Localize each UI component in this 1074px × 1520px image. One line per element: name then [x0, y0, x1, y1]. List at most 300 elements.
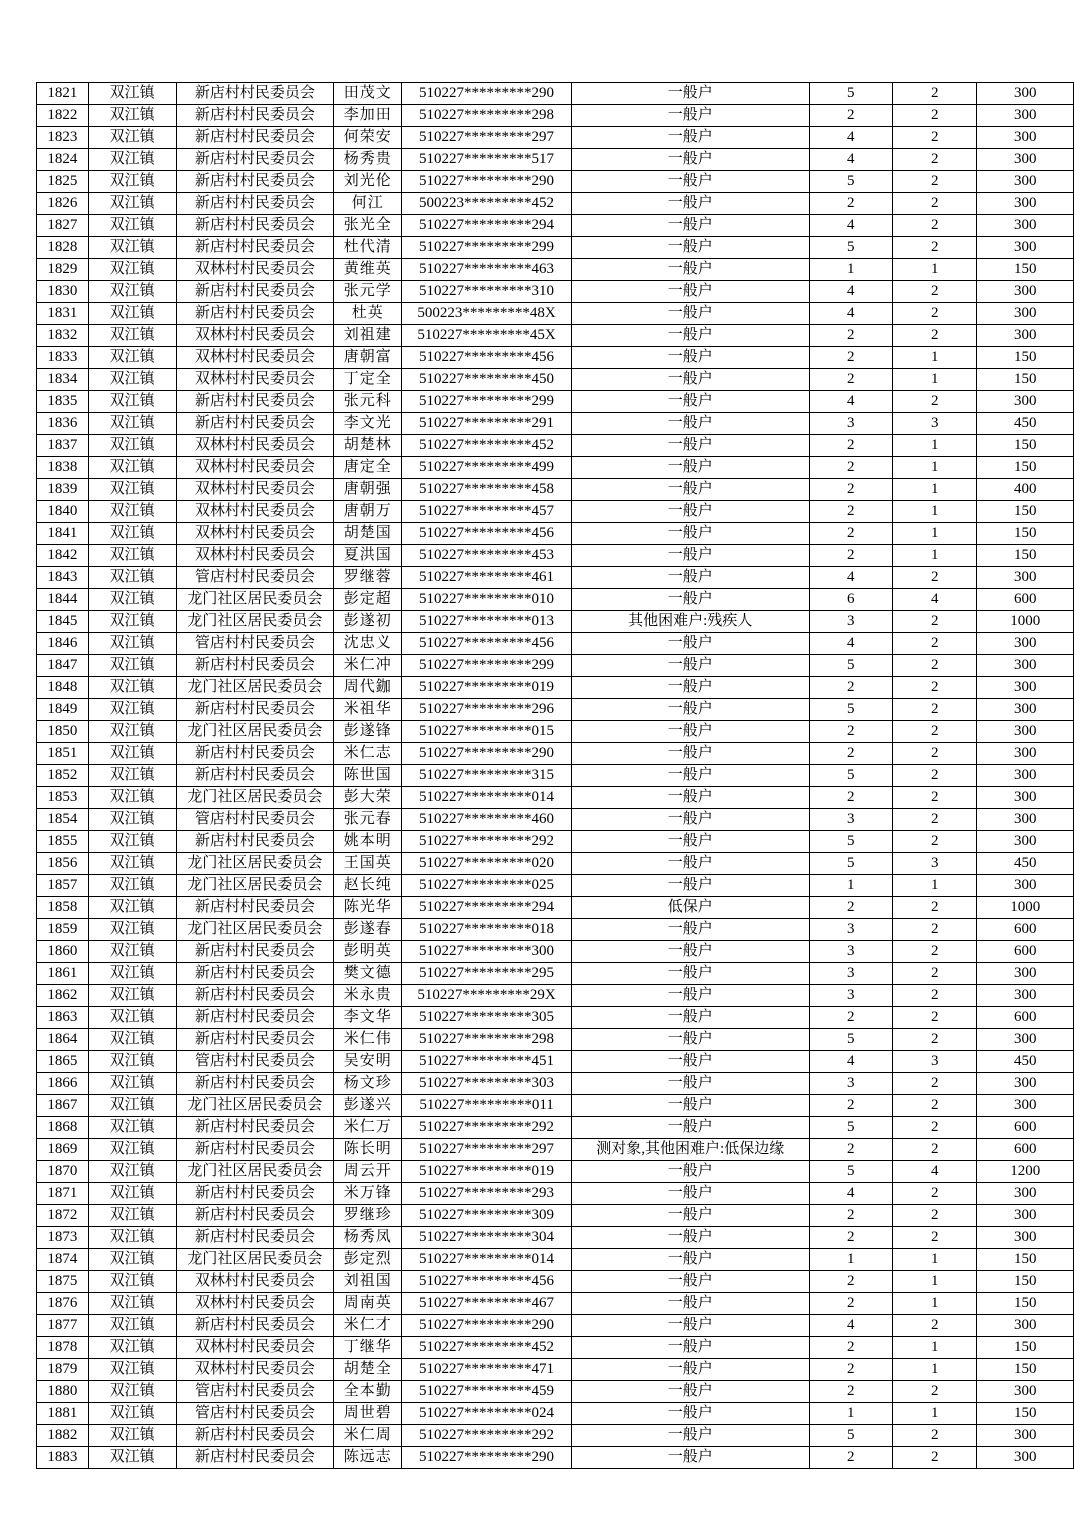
table-row: [37, 105, 1074, 127]
household-size-cell: 5: [809, 171, 892, 193]
id-number-cell: 510227*********290: [402, 743, 572, 765]
household-type-cell: 一般户: [571, 699, 809, 721]
count-cell: 2: [892, 721, 976, 743]
count-cell: 4: [892, 1161, 976, 1183]
id-number-cell: 510227*********294: [402, 897, 572, 919]
town-cell: 双江镇: [88, 963, 176, 985]
household-type-cell: 一般户: [571, 985, 809, 1007]
household-size-cell: 2: [809, 743, 892, 765]
committee-cell: 新店村村民委员会: [176, 831, 334, 853]
table-row: [37, 1293, 1074, 1315]
table-row: [37, 1227, 1074, 1249]
town-cell: 双江镇: [88, 1029, 176, 1051]
committee-cell: 新店村村民委员会: [176, 1425, 334, 1447]
household-type-cell: 一般户: [571, 435, 809, 457]
amount-cell: 600: [977, 1007, 1074, 1029]
household-size-cell: 2: [809, 1337, 892, 1359]
committee-cell: 双林村村民委员会: [176, 501, 334, 523]
name-cell: 周南英: [334, 1293, 402, 1315]
name-cell: 刘祖国: [334, 1271, 402, 1293]
household-type-cell: 一般户: [571, 325, 809, 347]
amount-cell: 150: [977, 523, 1074, 545]
town-cell: 双江镇: [88, 787, 176, 809]
name-cell: 陈世国: [334, 765, 402, 787]
table-row: [37, 677, 1074, 699]
committee-cell: 新店村村民委员会: [176, 127, 334, 149]
committee-cell: 龙门社区居民委员会: [176, 1095, 334, 1117]
row-number-cell: 1870: [37, 1161, 89, 1183]
household-type-cell: 一般户: [571, 149, 809, 171]
amount-cell: 300: [977, 831, 1074, 853]
household-size-cell: 5: [809, 853, 892, 875]
committee-cell: 双林村村民委员会: [176, 545, 334, 567]
count-cell: 1: [892, 369, 976, 391]
amount-cell: 300: [977, 1029, 1074, 1051]
town-cell: 双江镇: [88, 1293, 176, 1315]
name-cell: 丁定全: [334, 369, 402, 391]
amount-cell: 300: [977, 567, 1074, 589]
row-number-cell: 1828: [37, 237, 89, 259]
town-cell: 双江镇: [88, 853, 176, 875]
household-type-cell: 一般户: [571, 1447, 809, 1469]
committee-cell: 管店村村民委员会: [176, 1381, 334, 1403]
town-cell: 双江镇: [88, 721, 176, 743]
amount-cell: 300: [977, 809, 1074, 831]
row-number-cell: 1880: [37, 1381, 89, 1403]
amount-cell: 300: [977, 1425, 1074, 1447]
amount-cell: 300: [977, 127, 1074, 149]
town-cell: 双江镇: [88, 215, 176, 237]
count-cell: 2: [892, 919, 976, 941]
name-cell: 姚本明: [334, 831, 402, 853]
town-cell: 双江镇: [88, 1425, 176, 1447]
id-number-cell: 510227*********309: [402, 1205, 572, 1227]
count-cell: 2: [892, 1447, 976, 1469]
household-size-cell: 5: [809, 655, 892, 677]
household-type-cell: 一般户: [571, 303, 809, 325]
count-cell: 1: [892, 1293, 976, 1315]
committee-cell: 新店村村民委员会: [176, 765, 334, 787]
town-cell: 双江镇: [88, 1227, 176, 1249]
household-size-cell: 2: [809, 677, 892, 699]
amount-cell: 150: [977, 259, 1074, 281]
amount-cell: 300: [977, 237, 1074, 259]
table-row: [37, 1161, 1074, 1183]
name-cell: 李文华: [334, 1007, 402, 1029]
household-type-cell: 一般户: [571, 1117, 809, 1139]
row-number-cell: 1821: [37, 83, 89, 105]
count-cell: 2: [892, 1381, 976, 1403]
table-row: [37, 875, 1074, 897]
count-cell: 1: [892, 1403, 976, 1425]
amount-cell: 300: [977, 985, 1074, 1007]
household-size-cell: 3: [809, 611, 892, 633]
table-row: [37, 127, 1074, 149]
table-row: [37, 1447, 1074, 1469]
household-size-cell: 5: [809, 1117, 892, 1139]
row-number-cell: 1866: [37, 1073, 89, 1095]
table-row: [37, 787, 1074, 809]
amount-cell: 1200: [977, 1161, 1074, 1183]
count-cell: 2: [892, 237, 976, 259]
table-row: [37, 985, 1074, 1007]
name-cell: 赵长纯: [334, 875, 402, 897]
row-number-cell: 1848: [37, 677, 89, 699]
row-number-cell: 1873: [37, 1227, 89, 1249]
count-cell: 2: [892, 1425, 976, 1447]
table-row: [37, 1183, 1074, 1205]
committee-cell: 龙门社区居民委员会: [176, 1161, 334, 1183]
committee-cell: 管店村村民委员会: [176, 633, 334, 655]
table-row: [37, 545, 1074, 567]
table-row: [37, 303, 1074, 325]
id-number-cell: 510227*********292: [402, 831, 572, 853]
amount-cell: 600: [977, 919, 1074, 941]
amount-cell: 150: [977, 1359, 1074, 1381]
name-cell: 米仁周: [334, 1425, 402, 1447]
id-number-cell: 510227*********020: [402, 853, 572, 875]
committee-cell: 管店村村民委员会: [176, 567, 334, 589]
count-cell: 2: [892, 633, 976, 655]
household-size-cell: 2: [809, 479, 892, 501]
household-type-cell: 一般户: [571, 1381, 809, 1403]
town-cell: 双江镇: [88, 1161, 176, 1183]
committee-cell: 双林村村民委员会: [176, 1359, 334, 1381]
row-number-cell: 1853: [37, 787, 89, 809]
amount-cell: 300: [977, 875, 1074, 897]
id-number-cell: 510227*********300: [402, 941, 572, 963]
amount-cell: 450: [977, 1051, 1074, 1073]
amount-cell: 600: [977, 941, 1074, 963]
town-cell: 双江镇: [88, 897, 176, 919]
committee-cell: 新店村村民委员会: [176, 985, 334, 1007]
id-number-cell: 510227*********304: [402, 1227, 572, 1249]
name-cell: 杨秀凤: [334, 1227, 402, 1249]
count-cell: 2: [892, 325, 976, 347]
count-cell: 2: [892, 105, 976, 127]
name-cell: 杨秀贵: [334, 149, 402, 171]
amount-cell: 150: [977, 457, 1074, 479]
count-cell: 2: [892, 1205, 976, 1227]
id-number-cell: 510227*********292: [402, 1425, 572, 1447]
household-size-cell: 5: [809, 237, 892, 259]
row-number-cell: 1850: [37, 721, 89, 743]
town-cell: 双江镇: [88, 1337, 176, 1359]
table-row: [37, 435, 1074, 457]
household-type-cell: 一般户: [571, 413, 809, 435]
household-type-cell: 一般户: [571, 809, 809, 831]
id-number-cell: 510227*********018: [402, 919, 572, 941]
committee-cell: 新店村村民委员会: [176, 941, 334, 963]
id-number-cell: 510227*********450: [402, 369, 572, 391]
name-cell: 唐朝富: [334, 347, 402, 369]
name-cell: 罗继蓉: [334, 567, 402, 589]
town-cell: 双江镇: [88, 325, 176, 347]
name-cell: 何荣安: [334, 127, 402, 149]
household-size-cell: 4: [809, 633, 892, 655]
id-number-cell: 510227*********460: [402, 809, 572, 831]
amount-cell: 300: [977, 633, 1074, 655]
amount-cell: 600: [977, 1117, 1074, 1139]
count-cell: 2: [892, 1095, 976, 1117]
town-cell: 双江镇: [88, 809, 176, 831]
name-cell: 王国英: [334, 853, 402, 875]
household-type-cell: 一般户: [571, 259, 809, 281]
town-cell: 双江镇: [88, 655, 176, 677]
count-cell: 1: [892, 457, 976, 479]
amount-cell: 150: [977, 1249, 1074, 1271]
name-cell: 胡楚国: [334, 523, 402, 545]
amount-cell: 300: [977, 215, 1074, 237]
committee-cell: 新店村村民委员会: [176, 1073, 334, 1095]
id-number-cell: 510227*********290: [402, 1315, 572, 1337]
town-cell: 双江镇: [88, 1315, 176, 1337]
count-cell: 2: [892, 83, 976, 105]
row-number-cell: 1846: [37, 633, 89, 655]
committee-cell: 管店村村民委员会: [176, 1051, 334, 1073]
household-size-cell: 4: [809, 215, 892, 237]
committee-cell: 龙门社区居民委员会: [176, 589, 334, 611]
count-cell: 1: [892, 1271, 976, 1293]
committee-cell: 新店村村民委员会: [176, 281, 334, 303]
household-type-cell: 一般户: [571, 765, 809, 787]
town-cell: 双江镇: [88, 105, 176, 127]
name-cell: 周世碧: [334, 1403, 402, 1425]
amount-cell: 450: [977, 853, 1074, 875]
id-number-cell: 510227*********29X: [402, 985, 572, 1007]
household-type-cell: 一般户: [571, 1403, 809, 1425]
name-cell: 彭遂锋: [334, 721, 402, 743]
table-row: [37, 193, 1074, 215]
household-size-cell: 5: [809, 83, 892, 105]
household-size-cell: 2: [809, 457, 892, 479]
household-size-cell: 4: [809, 1051, 892, 1073]
town-cell: 双江镇: [88, 1381, 176, 1403]
id-number-cell: 510227*********294: [402, 215, 572, 237]
amount-cell: 300: [977, 303, 1074, 325]
row-number-cell: 1869: [37, 1139, 89, 1161]
town-cell: 双江镇: [88, 545, 176, 567]
table-row: [37, 237, 1074, 259]
committee-cell: 双林村村民委员会: [176, 523, 334, 545]
amount-cell: 1000: [977, 611, 1074, 633]
amount-cell: 300: [977, 655, 1074, 677]
committee-cell: 新店村村民委员会: [176, 149, 334, 171]
household-type-cell: 一般户: [571, 501, 809, 523]
count-cell: 2: [892, 941, 976, 963]
count-cell: 3: [892, 413, 976, 435]
household-size-cell: 4: [809, 391, 892, 413]
row-number-cell: 1837: [37, 435, 89, 457]
count-cell: 2: [892, 193, 976, 215]
id-number-cell: 510227*********453: [402, 545, 572, 567]
town-cell: 双江镇: [88, 919, 176, 941]
count-cell: 2: [892, 215, 976, 237]
committee-cell: 新店村村民委员会: [176, 655, 334, 677]
household-size-cell: 2: [809, 1227, 892, 1249]
table-row: [37, 589, 1074, 611]
name-cell: 陈远志: [334, 1447, 402, 1469]
count-cell: 2: [892, 699, 976, 721]
town-cell: 双江镇: [88, 611, 176, 633]
household-size-cell: 2: [809, 1447, 892, 1469]
amount-cell: 150: [977, 347, 1074, 369]
count-cell: 4: [892, 589, 976, 611]
row-number-cell: 1857: [37, 875, 89, 897]
amount-cell: 300: [977, 105, 1074, 127]
amount-cell: 300: [977, 149, 1074, 171]
town-cell: 双江镇: [88, 699, 176, 721]
table-body: [37, 83, 1074, 1469]
row-number-cell: 1878: [37, 1337, 89, 1359]
amount-cell: 300: [977, 1381, 1074, 1403]
household-size-cell: 3: [809, 985, 892, 1007]
amount-cell: 300: [977, 963, 1074, 985]
town-cell: 双江镇: [88, 149, 176, 171]
count-cell: 2: [892, 743, 976, 765]
name-cell: 彭明英: [334, 941, 402, 963]
household-type-cell: 一般户: [571, 369, 809, 391]
committee-cell: 新店村村民委员会: [176, 171, 334, 193]
amount-cell: 300: [977, 1205, 1074, 1227]
town-cell: 双江镇: [88, 1051, 176, 1073]
id-number-cell: 510227*********45X: [402, 325, 572, 347]
table-row: [37, 171, 1074, 193]
town-cell: 双江镇: [88, 1447, 176, 1469]
count-cell: 2: [892, 1007, 976, 1029]
household-type-cell: 一般户: [571, 347, 809, 369]
id-number-cell: 510227*********458: [402, 479, 572, 501]
count-cell: 2: [892, 1139, 976, 1161]
table-row: [37, 1095, 1074, 1117]
amount-cell: 300: [977, 193, 1074, 215]
household-type-cell: 一般户: [571, 237, 809, 259]
amount-cell: 300: [977, 699, 1074, 721]
name-cell: 胡楚全: [334, 1359, 402, 1381]
committee-cell: 新店村村民委员会: [176, 1447, 334, 1469]
count-cell: 2: [892, 1315, 976, 1337]
town-cell: 双江镇: [88, 83, 176, 105]
table-row: [37, 699, 1074, 721]
count-cell: 2: [892, 985, 976, 1007]
town-cell: 双江镇: [88, 1095, 176, 1117]
town-cell: 双江镇: [88, 1183, 176, 1205]
household-size-cell: 2: [809, 325, 892, 347]
table-row: [37, 1205, 1074, 1227]
row-number-cell: 1831: [37, 303, 89, 325]
household-type-cell: 一般户: [571, 721, 809, 743]
household-size-cell: 2: [809, 523, 892, 545]
committee-cell: 新店村村民委员会: [176, 1139, 334, 1161]
household-type-cell: 一般户: [571, 655, 809, 677]
table-row: [37, 1249, 1074, 1271]
id-number-cell: 510227*********461: [402, 567, 572, 589]
town-cell: 双江镇: [88, 171, 176, 193]
town-cell: 双江镇: [88, 589, 176, 611]
household-type-cell: 一般户: [571, 391, 809, 413]
amount-cell: 150: [977, 1337, 1074, 1359]
name-cell: 刘光伦: [334, 171, 402, 193]
household-size-cell: 1: [809, 1249, 892, 1271]
table-row: [37, 831, 1074, 853]
table-row: [37, 721, 1074, 743]
count-cell: 1: [892, 479, 976, 501]
table-row: [37, 281, 1074, 303]
id-number-cell: 510227*********290: [402, 83, 572, 105]
household-size-cell: 6: [809, 589, 892, 611]
count-cell: 1: [892, 1249, 976, 1271]
household-size-cell: 2: [809, 721, 892, 743]
table-row: [37, 1007, 1074, 1029]
row-number-cell: 1864: [37, 1029, 89, 1051]
count-cell: 1: [892, 545, 976, 567]
data-table: [36, 82, 1074, 1469]
household-size-cell: 2: [809, 1293, 892, 1315]
town-cell: 双江镇: [88, 369, 176, 391]
id-number-cell: 510227*********467: [402, 1293, 572, 1315]
household-size-cell: 5: [809, 1161, 892, 1183]
table-row: [37, 1029, 1074, 1051]
id-number-cell: 510227*********315: [402, 765, 572, 787]
amount-cell: 300: [977, 1073, 1074, 1095]
town-cell: 双江镇: [88, 633, 176, 655]
name-cell: 樊文德: [334, 963, 402, 985]
committee-cell: 新店村村民委员会: [176, 303, 334, 325]
name-cell: 彭定烈: [334, 1249, 402, 1271]
id-number-cell: 510227*********011: [402, 1095, 572, 1117]
household-size-cell: 5: [809, 1425, 892, 1447]
amount-cell: 150: [977, 501, 1074, 523]
table-row: [37, 83, 1074, 105]
town-cell: 双江镇: [88, 259, 176, 281]
name-cell: 张元学: [334, 281, 402, 303]
household-size-cell: 4: [809, 281, 892, 303]
count-cell: 2: [892, 963, 976, 985]
name-cell: 唐定全: [334, 457, 402, 479]
name-cell: 米仁伟: [334, 1029, 402, 1051]
id-number-cell: 510227*********014: [402, 787, 572, 809]
table-row: [37, 325, 1074, 347]
row-number-cell: 1872: [37, 1205, 89, 1227]
id-number-cell: 510227*********291: [402, 413, 572, 435]
table-row: [37, 1117, 1074, 1139]
row-number-cell: 1822: [37, 105, 89, 127]
id-number-cell: 510227*********456: [402, 1271, 572, 1293]
name-cell: 杨文珍: [334, 1073, 402, 1095]
household-size-cell: 2: [809, 347, 892, 369]
household-type-cell: 一般户: [571, 545, 809, 567]
row-number-cell: 1839: [37, 479, 89, 501]
household-size-cell: 2: [809, 1359, 892, 1381]
household-size-cell: 1: [809, 875, 892, 897]
name-cell: 米仁万: [334, 1117, 402, 1139]
row-number-cell: 1879: [37, 1359, 89, 1381]
table-row: [37, 1359, 1074, 1381]
committee-cell: 龙门社区居民委员会: [176, 853, 334, 875]
household-size-cell: 2: [809, 1139, 892, 1161]
household-size-cell: 3: [809, 919, 892, 941]
household-size-cell: 4: [809, 1183, 892, 1205]
committee-cell: 新店村村民委员会: [176, 1227, 334, 1249]
town-cell: 双江镇: [88, 1271, 176, 1293]
table-row: [37, 391, 1074, 413]
row-number-cell: 1824: [37, 149, 89, 171]
household-size-cell: 2: [809, 1095, 892, 1117]
name-cell: 唐朝万: [334, 501, 402, 523]
id-number-cell: 510227*********010: [402, 589, 572, 611]
amount-cell: 300: [977, 391, 1074, 413]
household-type-cell: 一般户: [571, 1249, 809, 1271]
